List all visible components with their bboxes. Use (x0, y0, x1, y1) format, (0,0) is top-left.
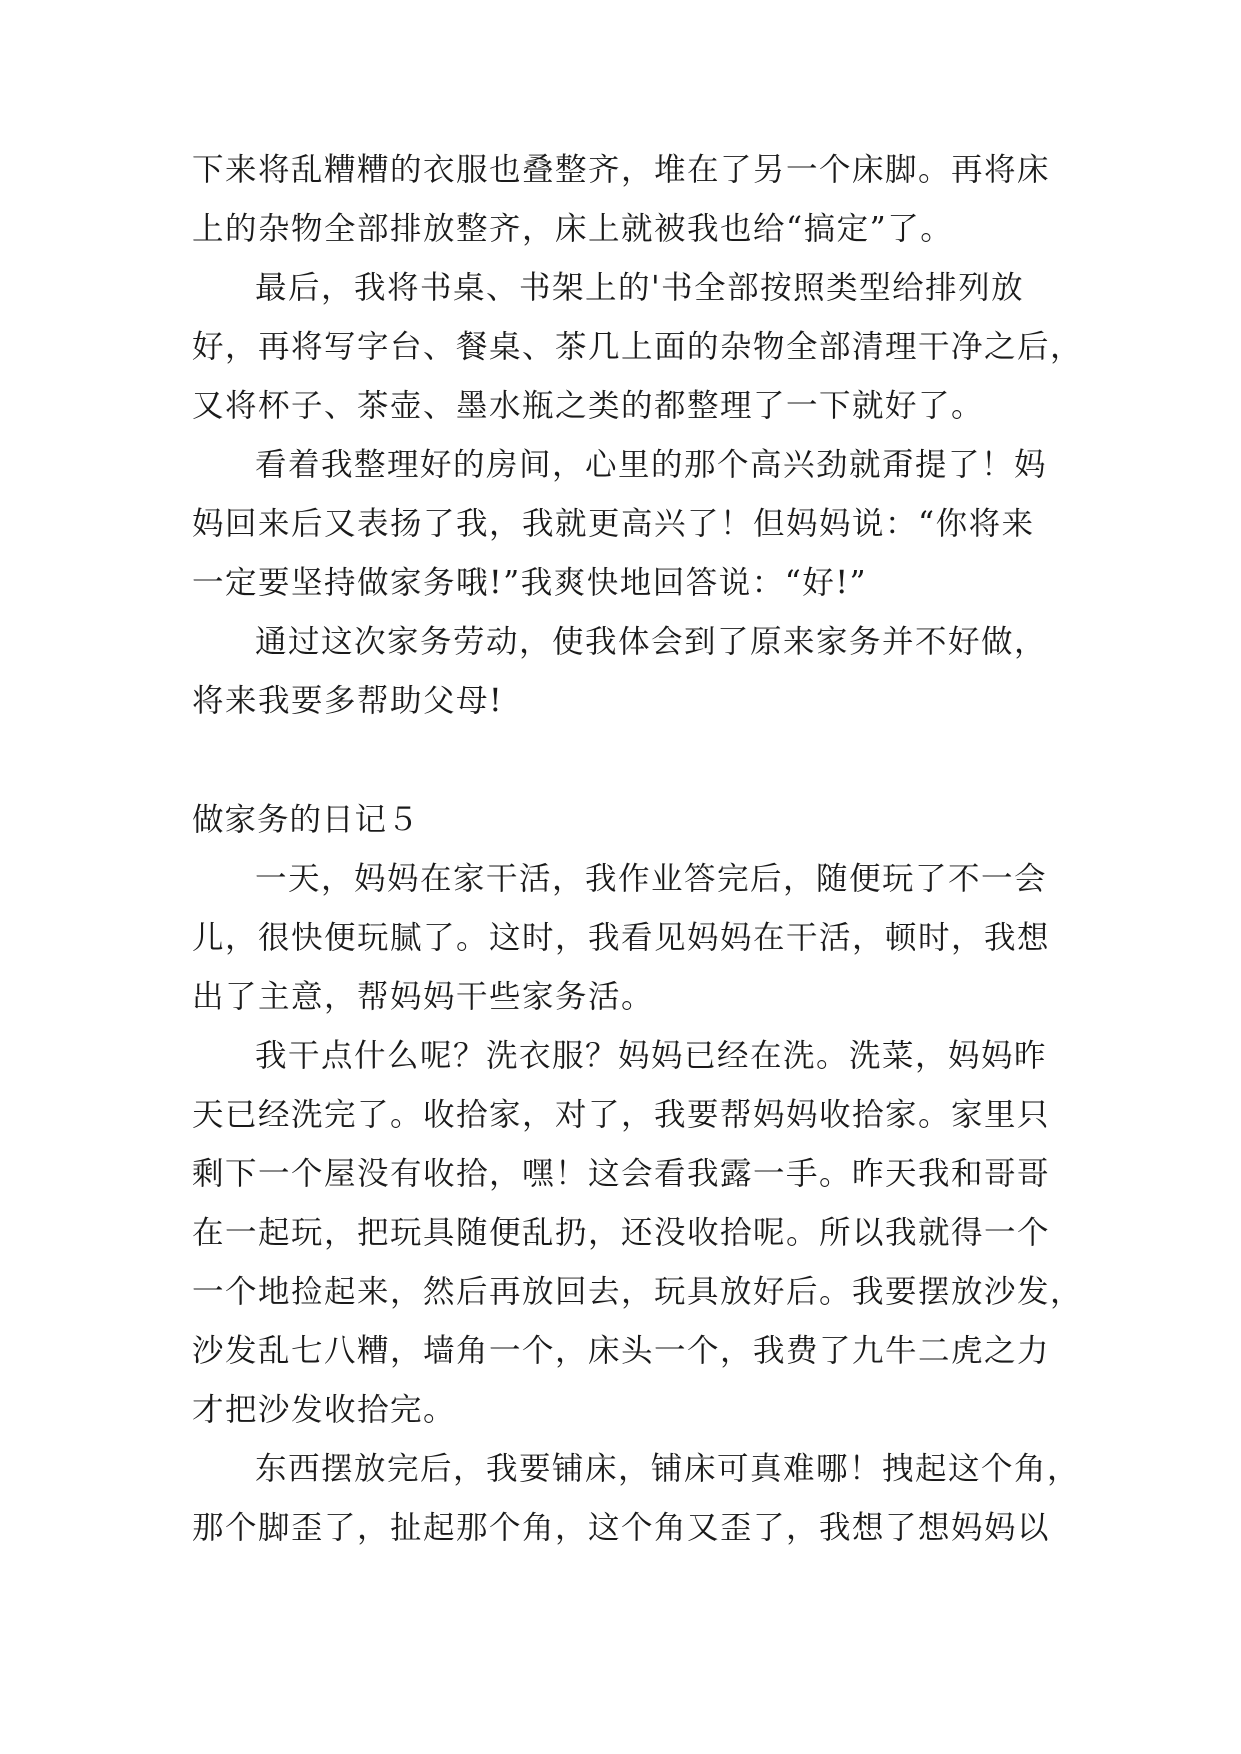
text-line: 又将杯子、茶壶、墨水瓶之类的都整理了一下就好了。 (192, 388, 985, 424)
text-line: 儿，很快便玩腻了。这时，我看见妈妈在干活，顿时，我想 (192, 920, 1051, 956)
text-line: 上的杂物全部排放整齐，床上就被我也给“搞定”了。 (192, 211, 954, 247)
text-line: 妈回来后又表扬了我，我就更高兴了！但妈妈说：“你将来 (192, 506, 1035, 542)
text-line: 下来将乱糟糟的衣服也叠整齐，堆在了另一个床脚。再将床 (192, 152, 1051, 188)
text-line: 好，再将写字台、餐桌、茶几上面的杂物全部清理干净之后， (192, 329, 1084, 365)
section-title: 做家务的日记５ (192, 802, 420, 838)
text-line: 剩下一个屋没有收拾，嘿！这会看我露一手。昨天我和哥哥 (192, 1156, 1051, 1192)
text-line: 一天，妈妈在家干活，我作业答完后，随便玩了不一会 (255, 861, 1048, 897)
text-line: 我干点什么呢？洗衣服？妈妈已经在洗。洗菜，妈妈昨 (255, 1038, 1048, 1074)
text-line: 看着我整理好的房间，心里的那个高兴劲就甭提了！妈 (255, 447, 1048, 483)
text-line: 将来我要多帮助父母! (192, 683, 504, 719)
text-line: 一个地捡起来，然后再放回去，玩具放好后。我要摆放沙发， (192, 1274, 1084, 1310)
text-line: 天已经洗完了。收拾家，对了，我要帮妈妈收拾家。家里只 (192, 1097, 1051, 1133)
text-line: 出了主意，帮妈妈干些家务活。 (192, 979, 655, 1015)
text-line: 那个脚歪了，扯起那个角，这个角又歪了，我想了想妈妈以 (192, 1510, 1051, 1546)
text-line: 在一起玩，把玩具随便乱扔，还没收拾呢。所以我就得一个 (192, 1215, 1051, 1251)
text-line: 通过这次家务劳动，使我体会到了原来家务并不好做， (255, 624, 1048, 660)
text-line: 一定要坚持做家务哦!”我爽快地回答说：“好!” (192, 565, 868, 601)
text-line: 最后，我将书桌、书架上的'书全部按照类型给排列放 (255, 270, 1025, 306)
text-line: 东西摆放完后，我要铺床，铺床可真难哪！拽起这个角， (255, 1451, 1081, 1487)
text-line: 才把沙发收拾完。 (192, 1392, 457, 1428)
text-line: 沙发乱七八糟，墙角一个，床头一个，我费了九牛二虎之力 (192, 1333, 1051, 1369)
